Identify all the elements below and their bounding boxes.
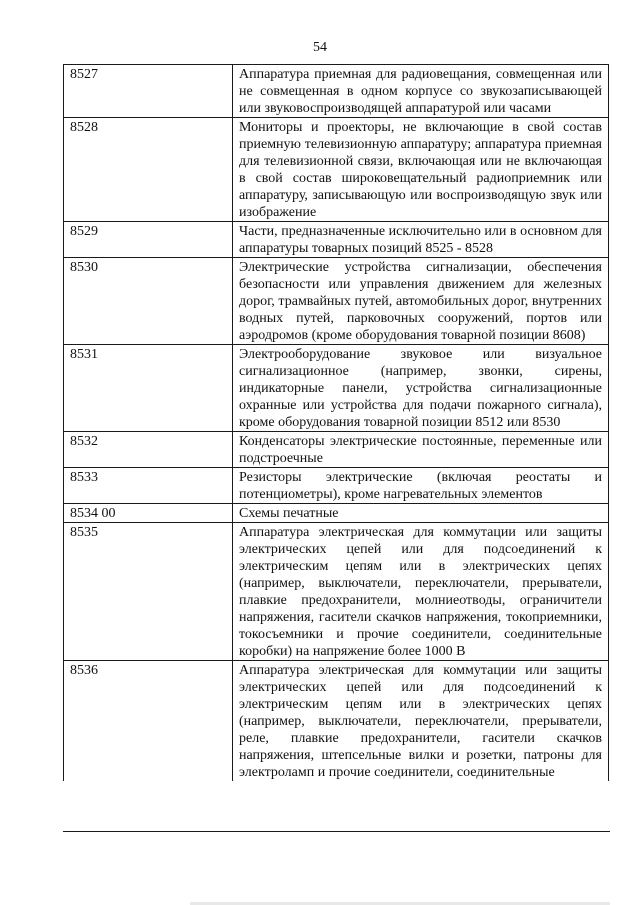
row-code: 8536 (64, 661, 233, 782)
row-code: 8531 (64, 345, 233, 432)
row-description: Мониторы и проекторы, не включающие в свой состав приемную телевизионную аппаратуру; аппаратура приемная для телевизионной связи, включающая или не включающая в свой состав широковещательный радиоприемник или аппаратуру, записывающую или воспроизводящую звук или изображение (233, 118, 609, 222)
table-row (64, 118, 609, 222)
row-description: Аппаратура приемная для радиовещания, совмещенная или не совмещенная в одном корпусе со звукозаписывающей или звуковоспроизводящей аппаратурой или часами (233, 65, 609, 118)
table-row (64, 432, 609, 468)
row-description: Схемы печатные (233, 504, 609, 523)
table-bottom-rule (63, 831, 610, 832)
row-description: Электрические устройства сигнализации, обеспечения безопасности или управления движением для железных дорог, трамвайных путей, автомобильных дорог, внутренних водных путей, парковочных сооружений, портов или аэродромов (кроме оборудования товарной позиции 8608) (233, 258, 609, 345)
row-description: Аппаратура электрическая для коммутации или защиты электрических цепей или для подсоединений к электрическим цепям или в электрических цепях (например, выключатели, переключатели, прерыватели, реле, плавкие предохранители, гасители скачков напряжения, штепсельные вилки и розетки, патроны для электроламп и прочие соединители, соединительные (233, 661, 609, 782)
table-row (64, 468, 609, 504)
page-number: 54 (313, 40, 327, 55)
row-description: Резисторы электрические (включая реостаты и потенциометры), кроме нагревательных элементов (233, 468, 609, 504)
row-code: 8528 (64, 118, 233, 222)
row-description: Электрооборудование звуковое или визуальное сигнализационное (например, звонки, сирены, индикаторные панели, устройства сигнализационные охранные или устройства для подачи пожарного сигнала), кроме оборудования товарной позиции 8512 или 8530 (233, 345, 609, 432)
row-code: 8534 00 (64, 504, 233, 523)
row-code: 8535 (64, 523, 233, 661)
row-code: 8533 (64, 468, 233, 504)
tariff-code-table (63, 64, 609, 781)
table-row (64, 258, 609, 345)
row-description: Части, предназначенные исключительно или в основном для аппаратуры товарных позиций 8525 - 8528 (233, 222, 609, 258)
table-row (64, 661, 609, 782)
row-code: 8532 (64, 432, 233, 468)
row-code: 8527 (64, 65, 233, 118)
table-row (64, 523, 609, 661)
row-code: 8529 (64, 222, 233, 258)
row-code: 8530 (64, 258, 233, 345)
page-bottom-margin (0, 831, 640, 905)
table-row (64, 222, 609, 258)
row-description: Конденсаторы электрические постоянные, переменные или подстроечные (233, 432, 609, 468)
row-description: Аппаратура электрическая для коммутации или защиты электрических цепей или для подсоединений к электрическим цепям или в электрических цепях (например, выключатели, переключатели, прерыватели, плавкие предохранители, молниеотводы, ограничители напряжения, гасители скачков напряжения, токоприемники, токосъемники и прочие соединители, соединительные коробки) на напряжение более 1000 В (233, 523, 609, 661)
table-row (64, 345, 609, 432)
table-row (64, 504, 609, 523)
table-row (64, 65, 609, 118)
